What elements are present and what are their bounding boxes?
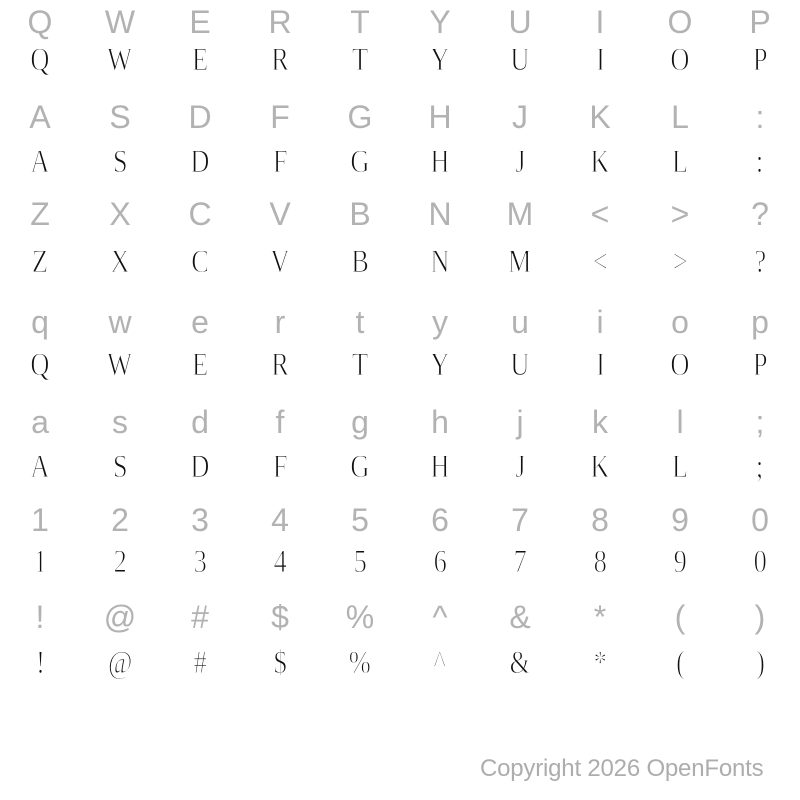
- reference-glyph: q: [31, 304, 49, 340]
- specimen-glyph: K: [590, 449, 610, 485]
- reference-glyph-cell: [240, 99, 320, 135]
- reference-glyph: !: [35, 599, 45, 635]
- reference-glyph: e: [191, 304, 209, 340]
- specimen-glyph: 0: [753, 544, 767, 580]
- reference-glyph: E: [189, 4, 211, 40]
- specimen-glyph-cell: [640, 244, 720, 280]
- specimen-glyph: W: [107, 347, 133, 383]
- reference-glyph-cell: [720, 404, 800, 440]
- specimen-glyph-cell: [240, 42, 320, 78]
- specimen-glyph: J: [514, 144, 526, 180]
- reference-glyph: j: [516, 404, 524, 440]
- specimen-glyph: !: [35, 645, 45, 681]
- reference-glyph: A: [29, 99, 51, 135]
- reference-glyph: U: [508, 4, 532, 40]
- reference-glyph-cell: [0, 502, 80, 538]
- reference-row-lowercase-top: [0, 304, 800, 340]
- specimen-glyph: 1: [33, 544, 47, 580]
- reference-glyph: $: [271, 599, 289, 635]
- specimen-glyph-cell: [400, 42, 480, 78]
- reference-glyph: D: [188, 99, 212, 135]
- reference-glyph-cell: [0, 196, 80, 232]
- reference-glyph: d: [191, 404, 209, 440]
- reference-glyph: ;: [755, 404, 765, 440]
- reference-glyph-cell: [480, 196, 560, 232]
- reference-glyph-cell: [560, 502, 640, 538]
- specimen-glyph-cell: [400, 544, 480, 580]
- reference-glyph: %: [345, 599, 375, 635]
- reference-glyph: 7: [511, 502, 529, 538]
- specimen-glyph-cell: [480, 347, 560, 383]
- specimen-glyph: A: [30, 449, 50, 485]
- reference-glyph: L: [671, 99, 689, 135]
- specimen-glyph-cell: [0, 449, 80, 485]
- reference-glyph-cell: [480, 99, 560, 135]
- specimen-glyph: M: [508, 244, 532, 280]
- reference-glyph: w: [108, 304, 132, 340]
- specimen-glyph: W: [107, 42, 133, 78]
- specimen-glyph-cell: [480, 449, 560, 485]
- reference-glyph-cell: [560, 99, 640, 135]
- specimen-glyph-cell: [560, 144, 640, 180]
- specimen-row-uppercase-top: [0, 42, 800, 78]
- reference-glyph-cell: [400, 304, 480, 340]
- specimen-glyph-cell: [320, 544, 400, 580]
- reference-glyph-cell: [80, 196, 160, 232]
- reference-glyph-cell: [320, 304, 400, 340]
- reference-glyph-cell: [0, 304, 80, 340]
- specimen-glyph: R: [271, 347, 289, 383]
- specimen-glyph: K: [590, 144, 610, 180]
- specimen-glyph: P: [752, 347, 768, 383]
- specimen-glyph-cell: [240, 645, 320, 681]
- reference-row-uppercase-top: [0, 4, 800, 40]
- specimen-glyph-cell: [160, 347, 240, 383]
- reference-glyph-cell: [160, 4, 240, 40]
- specimen-glyph: :: [756, 144, 764, 180]
- specimen-glyph-cell: [640, 42, 720, 78]
- reference-glyph: B: [349, 196, 371, 232]
- specimen-glyph-cell: [0, 645, 80, 681]
- specimen-glyph-cell: [320, 347, 400, 383]
- reference-glyph-cell: [240, 196, 320, 232]
- reference-glyph: 8: [591, 502, 609, 538]
- reference-glyph: >: [670, 196, 690, 232]
- reference-glyph: a: [31, 404, 49, 440]
- specimen-glyph: S: [112, 144, 128, 180]
- reference-glyph-cell: [160, 99, 240, 135]
- reference-glyph-cell: [640, 502, 720, 538]
- specimen-glyph-cell: [480, 645, 560, 681]
- specimen-glyph: F: [272, 144, 288, 180]
- reference-glyph-cell: [640, 99, 720, 135]
- specimen-glyph-cell: [80, 144, 160, 180]
- specimen-glyph-cell: [320, 144, 400, 180]
- reference-glyph: o: [671, 304, 689, 340]
- reference-glyph: ?: [751, 196, 769, 232]
- reference-glyph: (: [674, 599, 686, 635]
- reference-glyph-cell: [80, 304, 160, 340]
- reference-glyph-cell: [640, 599, 720, 635]
- specimen-glyph-cell: [560, 645, 640, 681]
- specimen-glyph-cell: [480, 144, 560, 180]
- specimen-glyph: D: [190, 144, 210, 180]
- specimen-glyph-cell: [160, 449, 240, 485]
- specimen-glyph-cell: [640, 144, 720, 180]
- specimen-glyph: ^: [433, 645, 447, 681]
- specimen-glyph-cell: [320, 645, 400, 681]
- specimen-glyph-cell: [160, 544, 240, 580]
- reference-glyph: J: [512, 99, 528, 135]
- reference-glyph: W: [104, 4, 136, 40]
- specimen-glyph-cell: [160, 244, 240, 280]
- reference-glyph: 0: [751, 502, 769, 538]
- specimen-glyph-cell: [240, 347, 320, 383]
- reference-glyph: F: [270, 99, 290, 135]
- reference-glyph: ): [754, 599, 766, 635]
- specimen-glyph-cell: [80, 449, 160, 485]
- reference-glyph-cell: [160, 404, 240, 440]
- specimen-glyph: U: [510, 347, 530, 383]
- specimen-glyph: H: [430, 144, 450, 180]
- specimen-glyph: L: [671, 144, 689, 180]
- specimen-glyph: 9: [673, 544, 687, 580]
- specimen-glyph-cell: [480, 244, 560, 280]
- reference-glyph-cell: [160, 196, 240, 232]
- specimen-glyph-cell: [240, 244, 320, 280]
- specimen-glyph-cell: [720, 544, 800, 580]
- reference-row-lowercase-home: [0, 404, 800, 440]
- reference-glyph-cell: [720, 196, 800, 232]
- specimen-glyph: ): [755, 645, 765, 681]
- reference-row-symbols: [0, 599, 800, 635]
- reference-glyph: g: [351, 404, 369, 440]
- reference-glyph-cell: [240, 304, 320, 340]
- reference-glyph: f: [275, 404, 285, 440]
- reference-glyph-cell: [320, 4, 400, 40]
- reference-glyph-cell: [480, 599, 560, 635]
- specimen-row-uppercase-bottom: [0, 244, 800, 280]
- specimen-glyph-cell: [0, 347, 80, 383]
- reference-glyph-cell: [80, 502, 160, 538]
- reference-glyph-cell: [560, 4, 640, 40]
- reference-glyph-cell: [80, 404, 160, 440]
- reference-glyph-cell: [400, 196, 480, 232]
- specimen-glyph-cell: [720, 244, 800, 280]
- specimen-glyph-cell: [720, 449, 800, 485]
- reference-glyph-cell: [160, 304, 240, 340]
- specimen-glyph: C: [191, 244, 209, 280]
- specimen-glyph: %: [349, 645, 371, 681]
- reference-glyph: :: [755, 99, 765, 135]
- specimen-glyph: Y: [430, 42, 450, 78]
- specimen-glyph-cell: [240, 449, 320, 485]
- reference-glyph-cell: [480, 404, 560, 440]
- reference-glyph: H: [428, 99, 452, 135]
- specimen-glyph: 4: [273, 544, 287, 580]
- specimen-glyph-cell: [560, 544, 640, 580]
- reference-glyph: &: [509, 599, 531, 635]
- reference-glyph: C: [188, 196, 212, 232]
- reference-glyph-cell: [400, 4, 480, 40]
- specimen-glyph: Z: [31, 244, 49, 280]
- reference-glyph-cell: [240, 4, 320, 40]
- specimen-glyph: N: [430, 244, 450, 280]
- reference-glyph: 1: [31, 502, 49, 538]
- reference-glyph: R: [268, 4, 292, 40]
- specimen-glyph: @: [107, 645, 133, 681]
- specimen-glyph: O: [670, 347, 690, 383]
- reference-glyph: r: [274, 304, 286, 340]
- reference-glyph-cell: [480, 4, 560, 40]
- specimen-glyph: L: [671, 449, 689, 485]
- specimen-row-lowercase-top: [0, 347, 800, 383]
- specimen-glyph: T: [351, 42, 369, 78]
- reference-glyph: y: [432, 304, 448, 340]
- reference-glyph-cell: [160, 599, 240, 635]
- specimen-row-lowercase-home: [0, 449, 800, 485]
- specimen-glyph: R: [271, 42, 289, 78]
- reference-glyph: Z: [30, 196, 50, 232]
- reference-glyph: 4: [271, 502, 289, 538]
- specimen-glyph: S: [112, 449, 128, 485]
- reference-glyph-cell: [320, 99, 400, 135]
- reference-glyph: @: [103, 599, 137, 635]
- specimen-glyph: G: [350, 144, 370, 180]
- specimen-glyph: B: [351, 244, 369, 280]
- specimen-glyph-cell: [160, 42, 240, 78]
- reference-glyph: G: [347, 99, 373, 135]
- reference-glyph-cell: [560, 404, 640, 440]
- reference-glyph-cell: [400, 404, 480, 440]
- specimen-glyph-cell: [720, 347, 800, 383]
- specimen-glyph-cell: [0, 544, 80, 580]
- reference-glyph: 6: [431, 502, 449, 538]
- reference-glyph-cell: [640, 196, 720, 232]
- specimen-glyph-cell: [80, 544, 160, 580]
- specimen-glyph: Y: [430, 347, 450, 383]
- reference-glyph: I: [595, 4, 605, 40]
- specimen-glyph: Q: [30, 42, 50, 78]
- specimen-glyph-cell: [720, 645, 800, 681]
- specimen-glyph: J: [514, 449, 526, 485]
- specimen-glyph-cell: [0, 244, 80, 280]
- reference-glyph: K: [589, 99, 611, 135]
- copyright-text: Copyright 2026 OpenFonts: [480, 755, 764, 782]
- specimen-glyph: D: [190, 449, 210, 485]
- reference-glyph-cell: [320, 599, 400, 635]
- reference-glyph: <: [590, 196, 610, 232]
- specimen-glyph-cell: [320, 244, 400, 280]
- reference-glyph-cell: [240, 599, 320, 635]
- specimen-glyph: V: [270, 244, 290, 280]
- specimen-glyph: I: [595, 42, 605, 78]
- specimen-glyph-cell: [240, 544, 320, 580]
- specimen-glyph-cell: [80, 42, 160, 78]
- specimen-glyph: ;: [756, 449, 764, 485]
- reference-glyph-cell: [640, 4, 720, 40]
- specimen-glyph-cell: [560, 42, 640, 78]
- specimen-glyph-cell: [560, 347, 640, 383]
- specimen-glyph-cell: [480, 544, 560, 580]
- reference-glyph-cell: [720, 99, 800, 135]
- reference-glyph-cell: [160, 502, 240, 538]
- specimen-glyph: *: [593, 645, 607, 681]
- specimen-glyph: &: [509, 645, 531, 681]
- specimen-glyph-cell: [0, 144, 80, 180]
- reference-glyph-cell: [320, 196, 400, 232]
- reference-glyph-cell: [720, 599, 800, 635]
- specimen-glyph: T: [351, 347, 369, 383]
- specimen-glyph: G: [350, 449, 370, 485]
- specimen-glyph: Q: [30, 347, 50, 383]
- specimen-glyph: #: [193, 645, 207, 681]
- specimen-glyph-cell: [80, 244, 160, 280]
- reference-glyph-cell: [720, 502, 800, 538]
- specimen-glyph-cell: [0, 42, 80, 78]
- specimen-glyph: U: [510, 42, 530, 78]
- reference-glyph: O: [667, 4, 693, 40]
- reference-glyph: X: [109, 196, 131, 232]
- specimen-glyph-cell: [160, 645, 240, 681]
- reference-glyph-cell: [560, 196, 640, 232]
- specimen-glyph-cell: [400, 144, 480, 180]
- reference-glyph-cell: [80, 4, 160, 40]
- reference-glyph-cell: [720, 4, 800, 40]
- reference-glyph: 2: [111, 502, 129, 538]
- specimen-glyph-cell: [720, 42, 800, 78]
- reference-glyph: p: [751, 304, 769, 340]
- specimen-glyph: 2: [113, 544, 127, 580]
- specimen-glyph: F: [272, 449, 288, 485]
- specimen-glyph: A: [30, 144, 50, 180]
- reference-glyph: ^: [432, 599, 448, 635]
- specimen-glyph: 7: [513, 544, 527, 580]
- reference-glyph: 9: [671, 502, 689, 538]
- reference-glyph: h: [431, 404, 449, 440]
- reference-glyph-cell: [80, 99, 160, 135]
- reference-glyph-cell: [80, 599, 160, 635]
- reference-glyph-cell: [720, 304, 800, 340]
- specimen-row-symbols: [0, 645, 800, 681]
- specimen-glyph-cell: [320, 449, 400, 485]
- reference-glyph: N: [428, 196, 452, 232]
- reference-glyph-cell: [240, 404, 320, 440]
- reference-row-digits: [0, 502, 800, 538]
- reference-glyph: V: [269, 196, 291, 232]
- reference-glyph: P: [749, 4, 771, 40]
- reference-glyph: #: [191, 599, 209, 635]
- specimen-glyph: <: [592, 244, 608, 280]
- specimen-glyph-cell: [400, 645, 480, 681]
- specimen-glyph-cell: [160, 144, 240, 180]
- reference-glyph: Q: [27, 4, 53, 40]
- reference-glyph-cell: [560, 304, 640, 340]
- specimen-glyph: >: [672, 244, 688, 280]
- reference-glyph-cell: [400, 502, 480, 538]
- specimen-glyph-cell: [400, 347, 480, 383]
- reference-glyph: u: [511, 304, 529, 340]
- specimen-glyph-cell: [720, 144, 800, 180]
- reference-glyph: 5: [351, 502, 369, 538]
- reference-glyph-cell: [560, 599, 640, 635]
- reference-glyph-cell: [320, 502, 400, 538]
- specimen-glyph-cell: [400, 449, 480, 485]
- specimen-glyph: E: [191, 42, 209, 78]
- specimen-row-digits: [0, 544, 800, 580]
- specimen-glyph-cell: [400, 244, 480, 280]
- specimen-glyph: $: [273, 645, 287, 681]
- reference-glyph-cell: [320, 404, 400, 440]
- specimen-glyph: (: [675, 645, 685, 681]
- reference-glyph: s: [112, 404, 128, 440]
- reference-glyph-cell: [400, 99, 480, 135]
- reference-row-uppercase-home: [0, 99, 800, 135]
- specimen-glyph-cell: [320, 42, 400, 78]
- specimen-glyph: E: [191, 347, 209, 383]
- reference-glyph: 3: [191, 502, 209, 538]
- reference-glyph-cell: [480, 502, 560, 538]
- specimen-glyph-cell: [240, 144, 320, 180]
- specimen-glyph: 6: [433, 544, 447, 580]
- specimen-glyph: H: [430, 449, 450, 485]
- specimen-glyph-cell: [640, 645, 720, 681]
- reference-glyph-cell: [0, 599, 80, 635]
- reference-glyph: Y: [429, 4, 451, 40]
- specimen-glyph: O: [670, 42, 690, 78]
- reference-glyph: t: [355, 304, 365, 340]
- specimen-glyph: 8: [593, 544, 607, 580]
- specimen-glyph: 3: [193, 544, 207, 580]
- reference-glyph: k: [592, 404, 608, 440]
- specimen-glyph: I: [595, 347, 605, 383]
- specimen-glyph-cell: [80, 645, 160, 681]
- specimen-glyph: ?: [754, 244, 766, 280]
- reference-glyph-cell: [0, 404, 80, 440]
- reference-glyph-cell: [0, 99, 80, 135]
- reference-glyph-cell: [0, 4, 80, 40]
- specimen-glyph-cell: [640, 449, 720, 485]
- specimen-row-uppercase-home: [0, 144, 800, 180]
- specimen-glyph: P: [752, 42, 768, 78]
- reference-glyph: l: [676, 404, 684, 440]
- reference-glyph: S: [109, 99, 131, 135]
- reference-glyph-cell: [480, 304, 560, 340]
- reference-glyph: i: [596, 304, 604, 340]
- specimen-glyph-cell: [640, 544, 720, 580]
- specimen-glyph-cell: [560, 244, 640, 280]
- reference-glyph-cell: [400, 599, 480, 635]
- reference-glyph: T: [350, 4, 370, 40]
- specimen-glyph-cell: [560, 449, 640, 485]
- reference-glyph-cell: [640, 404, 720, 440]
- reference-glyph: M: [506, 196, 534, 232]
- reference-row-uppercase-bottom: [0, 196, 800, 232]
- specimen-glyph-cell: [640, 347, 720, 383]
- reference-glyph-cell: [240, 502, 320, 538]
- specimen-glyph-cell: [480, 42, 560, 78]
- reference-glyph-cell: [640, 304, 720, 340]
- specimen-glyph: 5: [353, 544, 367, 580]
- specimen-glyph: X: [110, 244, 130, 280]
- specimen-glyph-cell: [80, 347, 160, 383]
- reference-glyph: *: [593, 599, 607, 635]
